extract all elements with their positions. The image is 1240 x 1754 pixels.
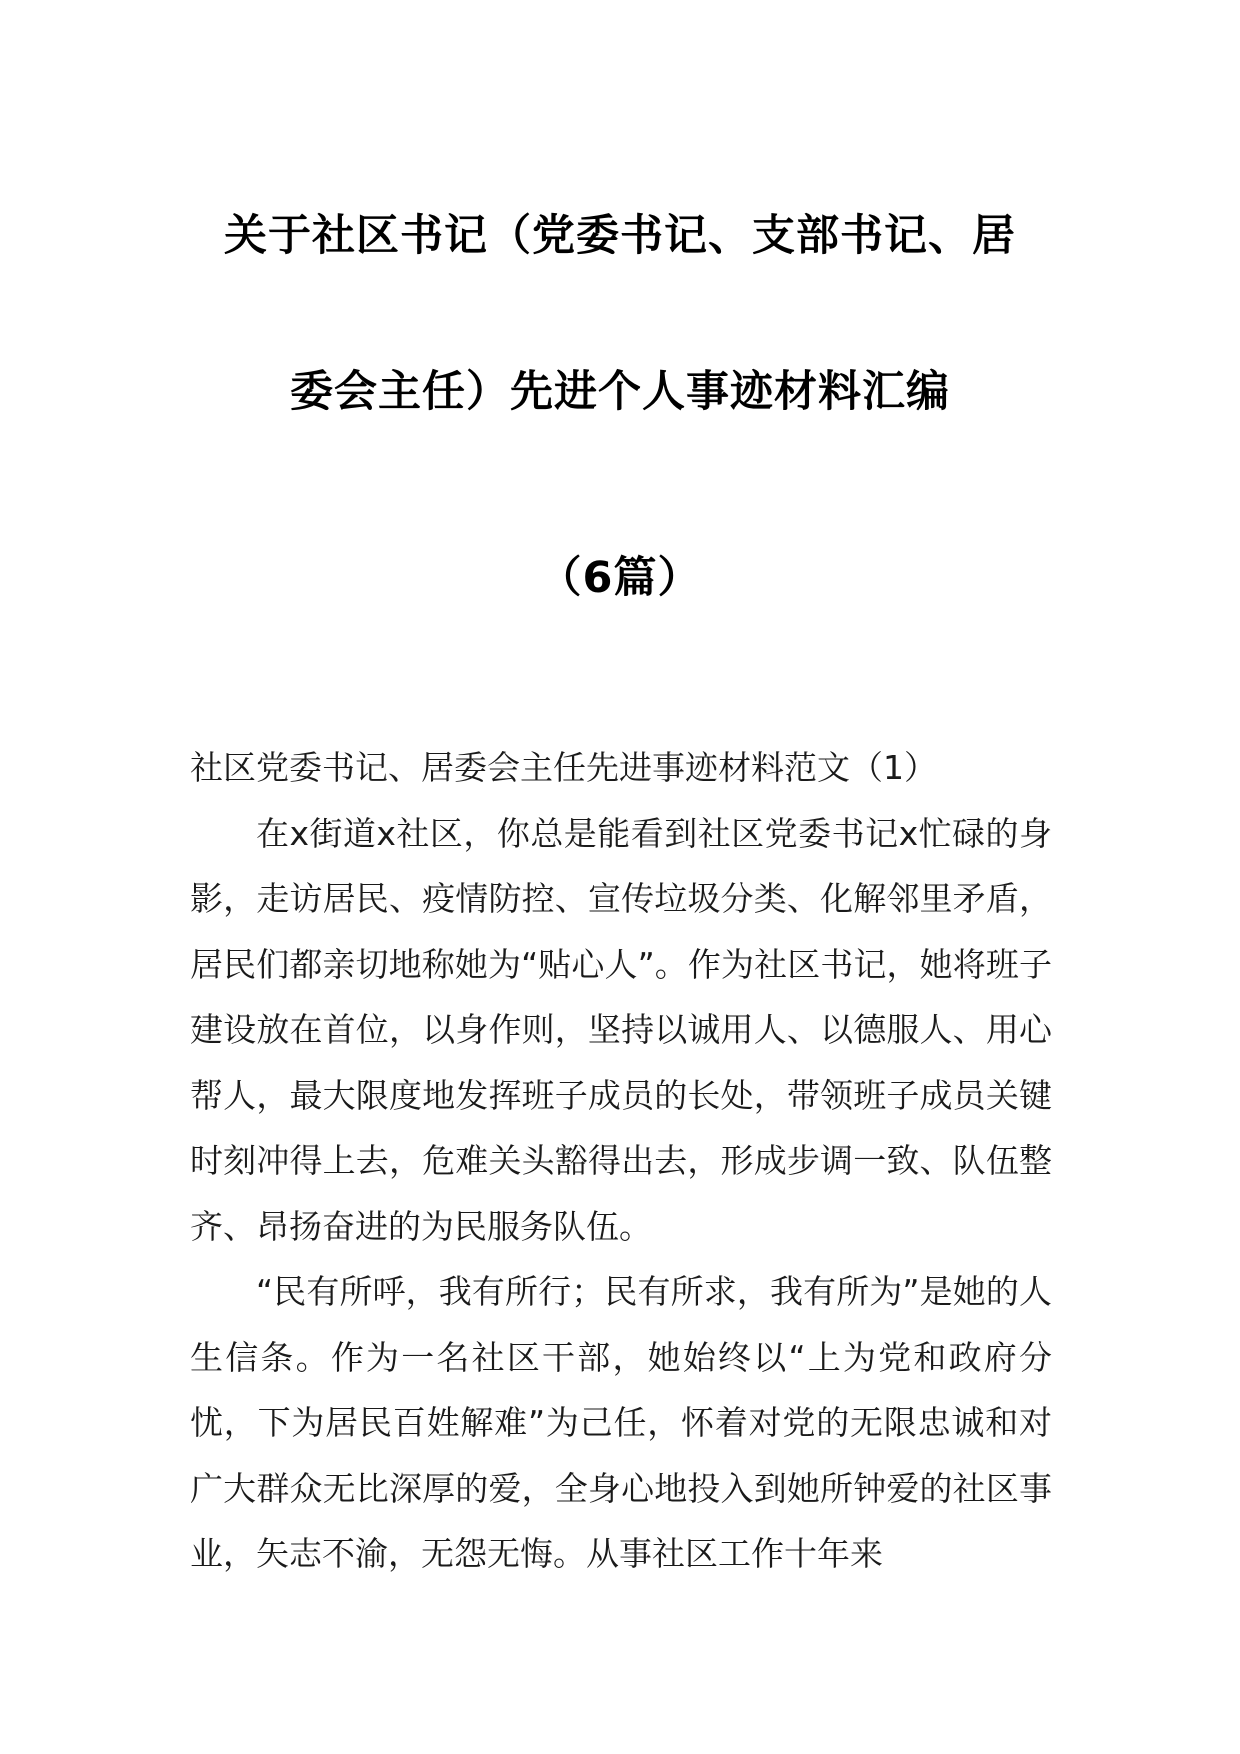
section-heading: 社区党委书记、居委会主任先进事迹材料范文（1）	[190, 748, 937, 787]
body-paragraph-1: 在x街道x社区，你总是能看到社区党委书记x忙碌的身影，走访居民、疫情防控、宣传垃圾分类、化解邻里矛盾，居民们都亲切地称她为“贴心人”。作为社区书记，她将班子建设放在首位，以身作则，坚持以诚用人、以德服人、用心帮人，最大限度地发挥班子成员的长处，带领班子成员关键时刻冲得上去，危难关头豁得出去，形成步调一致、队伍整齐、昂扬奋进的为民服务队伍。	[190, 813, 1052, 1246]
body-paragraph-2: “民有所呼，我有所行；民有所求，我有所为”是她的人生信条。作为一名社区干部，她始终以“上为党和政府分忧，下为居民百姓解难”为己任，怀着对党的无限忠诚和对广大群众无比深厚的爱，全身心地投入到她所钟爱的社区事业，矢志不渝，无怨无悔。从事社区工作十年来	[190, 1272, 1052, 1573]
document-title-line-2: 委会主任）先进个人事迹材料汇编	[290, 367, 950, 417]
document-title-line-1: 关于社区书记（党委书记、支部书记、居	[224, 211, 1016, 261]
document-body	[190, 735, 1052, 1587]
document-title-count: （6篇）	[538, 553, 702, 603]
